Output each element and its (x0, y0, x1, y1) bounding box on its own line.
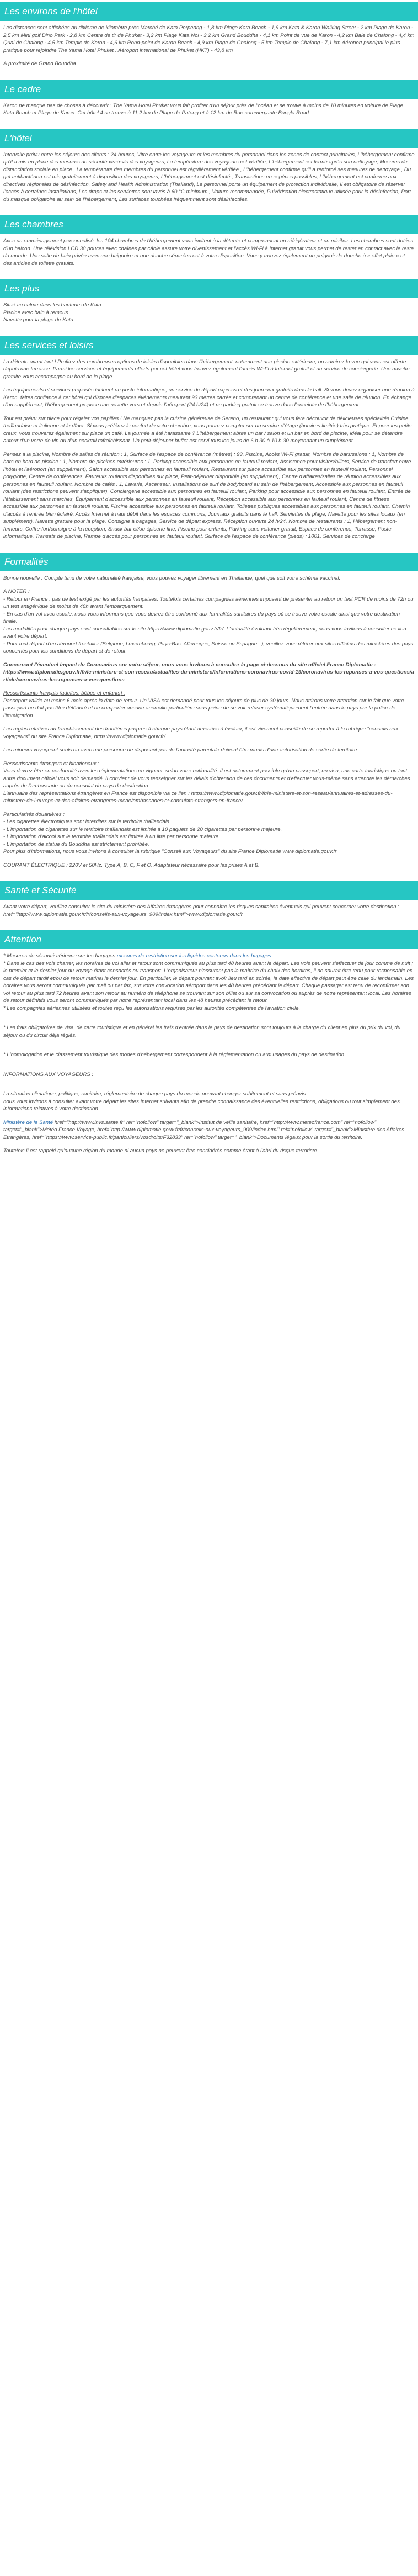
nota-line: Les modalités pour chaque pays sont consultables sur le site https://www.diplomatie.gouv.fr/fr/. L'actualité évoluant très régulièrement, nous vous invitons à consulter ce lien avant votre départ. (3, 626, 406, 639)
section-title-chambres: Les chambres (0, 215, 418, 234)
section-services (0, 336, 418, 547)
section-plus (0, 279, 418, 331)
customs-line: - L'importation de statue du Bouddha est strictement prohibée. (3, 841, 149, 847)
sante-text: Avant votre départ, veuillez consulter le site du ministère des Affaires étrangères pour connaître les risques sanitaires éventuels qui peuvent concerner votre destination : href="http://www.diplomatie.gouv.fr/fr/conseils-aux-voyageurs_909/index.html">www.diplomatie.gouv.fr (3, 904, 399, 918)
chambres-text: Avec un emménagement personnalisé, les 104 chambres de l'hébergement vous invitent à la détente et comprennent un réfrigérateur et un minibar. Les chambres sont dotées d'un balcon. Une télévision LCD 38 pouces avec chaînes par câble assure votre divertissement et l'accès Wi-Fi à Internet gratuit vous permet de rester en contact avec le reste du monde. Une salle de bain privée avec une baignoire et une douche séparées est à votre disposition. Vous y trouvez également un peignoir de douche à « effet pluie » et des articles de toilette gratuits. (3, 238, 414, 267)
formalites-borders: Les règles relatives au franchissement des frontières propres à chaque pays étant amenées à évoluer, il est vivement conseillé de se reporter à la rubrique "conseils aux voyageurs" du site France Diplomatie, https://www.diplomatie.gouv.fr/. (3, 726, 398, 740)
section-title-sante: Santé et Sécurité (0, 881, 418, 900)
formalites-coronavirus (3, 661, 415, 684)
section-cadre (0, 80, 418, 124)
attention-flights (3, 952, 415, 1012)
foreign-heading: Ressortissants étrangers et binationaux : (3, 760, 99, 767)
section-title-environs: Les environs de l'hôtel (0, 2, 418, 21)
coronavirus-link[interactable]: https://www.diplomatie.gouv.fr/fr/le-ministere-et-son-reseau/actualites-du-ministere/informations-coronavirus-covid-19/coronavirus-les-reponses-a-vos-questions/article/coronavirus-les-reponses-a-vos-questions (3, 669, 414, 683)
formalites-customs (3, 811, 415, 856)
section-hotel (0, 129, 418, 210)
formalites-french (3, 690, 415, 719)
health-ministry-link[interactable]: Ministère de la Santé (3, 1119, 53, 1126)
french-heading: Ressortissants français (adultes, bébés et enfants) : (3, 690, 125, 696)
section-title-services: Les services et loisirs (0, 336, 418, 355)
customs-line: - Les cigarettes électroniques sont interdites sur le territoire thaïlandais (3, 819, 169, 825)
section-title-attention: Attention (0, 930, 418, 949)
services-leisure: La détente avant tout ! Profitez des nombreuses options de loisirs disponibles dans l'hébergement, notamment une piscine extérieure, ou admirez la vue qui vous est offerte depuis une terrasse. Parmi les services et équipements offerts par cet hôtel vous trouvez également l'accès Wi-Fi à Internet gratuit et un service de conciergerie. Une navette gratuite vous accompagne au bord de la plage. (3, 358, 410, 380)
official-links-text: href="http://www.invs.sante.fr" rel="nofollow" target="_blank">Institut de veille sanitaire, href="http://www.meteofrance.com" rel="nofollow" target="_blank">Météo France Voyage, href="http://www.diplomatie.gouv.fr/fr/conseils-aux-voyageurs_909/index.html" rel="nofollow" target="_blank">Ministère des Affaires Étrangères, href="https://www.service-public.fr/particuliers/vosdroits/F32833" rel="nofollow" target="_blank">Documents légaux pour la sortie du territoire. (3, 1119, 405, 1141)
nota-line: - En cas d'un vol avec escale, nous vous informons que vous devrez être conformé aux formalités sanitaires du pays où se trouve votre escale ainsi que votre destination finale. (3, 611, 400, 624)
attention-links (3, 1119, 415, 1142)
liquids-restriction-link[interactable]: mesures de restriction sur les liquides contenus dans les bagages (116, 953, 271, 959)
attention-fees: * Les frais obligatoires de visa, de carte touristique et en général les frais d'entrée dans le pays de destination sont toujours à la charge du client en plus du prix du vol, du séjour ou du circuit déjà réglés. (3, 1025, 401, 1038)
formalites-nota (3, 588, 415, 655)
customs-line: Pour plus d'informations, nous vous invitons à consulter la rubrique "Conseil aux Voyageurs" du site France Diplomatie www.diplomatie.gouv.fr (3, 849, 337, 855)
coronavirus-text: Concernant l'éventuel impact du Coronavirus sur votre séjour, nous vous invitons à consulter la page ci-dessous du site officiel France Diplomatie : (3, 661, 376, 668)
security-suffix: . (271, 953, 273, 959)
customs-line: - L'importation d'alcool sur le territoire thaïlandais est limitée à un litre par personne majeure. (3, 834, 220, 840)
charter-text: * Dans le cas des vols charter, les horaires de vol aller et retour sont communiqués au plus tard 48 heures avant le départ. Les vols peuvent s'effectuer de jour comme de nuit ; le premier et le dernier jour du voyage étant consacrés au transport. L'organisateur n'assurant pas la maîtrise du choix des horaires, il ne saurait être tenu pour responsable en cas de départ tardif et/ou de retour matinal le dernier jour. En particulier, le départ pouvant avoir lieu tard en soirée, la date effective de départ peut être celle du lendemain. Les horaires vous seront communiqués par mail ou par fax, sur votre convocation aéroport dans les 48 heures précédant le départ. Chaque passager est tenu de reconfirmer son vol retour au plus tard 72 heures avant son retour au numéro de téléphone se trouvant sur son billet ou sur sa convocation ou auprès de notre représentant local. Les horaires de retour définitifs vous seront communiqués par notre représentant local dans les 48 heures précédant le retour. (3, 960, 414, 1004)
cadre-text: Karon ne manque pas de choses à découvrir : The Yama Hotel Phuket vous fait profiter d'un séjour près de l'océan et se trouve à moins de 10 minutes en voiture de Plage Kata Beach et Plage de Karon. Cet hôtel 4 se trouve à 11,2 km de Plage de Patong et à 12 km de Rue commerçante Bangla Road. (3, 102, 403, 116)
formalites-current: COURANT ÉLECTRIQUE : 220V et 50Hz. Type A, B, C, F et O. Adaptateur nécessaire pour les prises A et B. (3, 862, 260, 868)
nota-line: - Retour en France : pas de test exigé par les autorités françaises. Toutefois certaines compagnies aériennes imposent de présenter au retour un test PCR de moins de 72h ou un test antigénique de moins de 48h avant l'embarquement. (3, 596, 414, 609)
section-title-formalites: Formalités (0, 553, 418, 571)
section-title-plus: Les plus (0, 279, 418, 298)
section-sante (0, 881, 418, 925)
foreign-text: Vous devrez être en conformité avec les réglementations en vigueur, selon votre nationalité. Il est notamment possible qu'un passeport, un visa, une carte touristique ou tout autre document officiel vous soit demandé. Il convient de vous renseigner sur les délais d'obtention de ces documents et d'effectuer vous-même sans attendre les démarches auprès de l'ambassade ou du consulat du pays de destination. L'annuaire des représentations étrangères en France est disponible via ce lien : https://www.diplomatie.gouv.fr/fr/le-ministere-et-son-reseau/annuaires-et-adresses-du-ministere-de-l-europe-et-des-affaires-etrangeres-meae/ambassades-et-consulats-etrangers-en-france/ (3, 768, 410, 804)
customs-heading: Particularités douanières : (3, 811, 65, 818)
section-title-hotel: L'hôtel (0, 129, 418, 148)
security-prefix: * Mesures de sécurité aérienne sur les bagages (3, 953, 117, 959)
section-attention (0, 930, 418, 1162)
services-amenities: Pensez à la piscine, Nombre de salles de réunion : 1, Surface de l'espace de conférence (mètres) : 93, Piscine, Accès Wi-Fi gratuit, Nombre de bars/salons : 1, Nombre de bars en bord de piscine : 1, Nombre de piscines extérieures : 1, Parking accessible aux personnes en fauteuil roulant, Assistance pour visites/billets, Service de transfert entre l'hôtel et l'aéroport (en supplément), Salon accessible aux personnes en fauteuil roulant, Restaurant sur place accessible aux personnes en fauteuil roulant, Personnel polyglotte, Centre de conférences, Fauteuils roulants disponibles sur place, Petit-déjeuner disponible (en supplément), Centre d'affaires/salles de réunion accessibles aux personnes en fauteuil roulant, Nombre de cafés : 1, Lavarie, Ascenseur, Installations de surf de bodyboard au sein de l'hébergement, Accessible aux personnes en fauteuil roulant (des restrictions peuvent s'appliquer), Conciergerie accessible aux personnes en fauteuil roulant, Parking pour accessible aux personnes en fauteuil roulant, Entrée de l'établissement sans marches, Équipement d'accessible aux personnes en fauteuil roulant, Réception accessible aux personnes en fauteuil roulant, Centre de fitness accessible aux personnes en fauteuil roulant, Piscine accessible aux personnes en fauteuil roulant, Toilettes publiques accessibles aux personnes en fauteuil roulant, Chemin d'accès à l'entrée bien éclairé, Accès Internet à haut débit dans les espaces communs, Journaux gratuits dans le hall, Serviettes de plage, Navette pour les sites locaux (en supplément), Navette gratuite pour la plage, Consigne à bagages, Service de départ express, Réception ouverte 24 h/24, Nombre de restaurants : 1, Hébergement non-fumeurs, Coffre-fort/consigne à la réception, Snack bar et/ou épicerie fine, Piscine pour enfants, Parking sans voiturier gratuit, Espace de conférence, Terrasse, Poste informatique, Transats de piscine, Rampe d'accès pour personnes en fauteuil roulant, Surface de l'espace de conférence (pieds) : 1001, Services de concierge (3, 451, 411, 539)
formalites-intro: Bonne nouvelle : Compte tenu de votre nationalité française, vous pouvez voyager librement en Thaïlande, quel que soit votre schéma vaccinal. (3, 575, 341, 581)
hotel-text: Intervalle prévu entre les séjours des clients : 24 heures, Vitre entre les voyageurs et les membres du personnel dans les zones de contact principales, L'hébergement confirme qu'il a mis en place des mesures de sécurité vis-à-vis des voyageurs, La température des voyageurs est vérifiée, L'hébergement est fermé après son nettoyage, Mesures de distanciation sociale en place., La température des membres du personnel est régulièrement vérifiée., L'hébergement confirme qu'il a renforcé ses mesures de nettoyage., Du gel antibactérien est mis gratuitement à disposition des voyageurs, L'hébergement est désinfecté., Transactions en espèces possibles, L'hébergement est conforme aux directives régionales de désinfection. Safety and Health Administration (Thailand), Le personnel porte un équipement de protection individuelle, Il est obligatoire de réserver l'accès à certaines installations, Les draps et les serviettes sont lavés à 60 °C minimum., Voiture recommandée, Pulvérisation électrostatique utilisée pour la désinfection, Port du masque obligatoire au sein de l'hébergement, Les surfaces touchées fréquemment sont désinfectées. (3, 151, 415, 203)
section-title-cadre: Le cadre (0, 80, 418, 99)
attention-terrorism: Toutefois il est rappelé qu'aucune région du monde ni aucun pays ne peuvent être considérés comme étant à l'abri du risque terroriste. (3, 1148, 319, 1154)
section-environs (0, 2, 418, 75)
plus-item: Piscine avec bain à remous (3, 309, 68, 316)
formalites-foreign (3, 760, 415, 805)
services-equipment: Les équipements et services proposés incluent un poste informatique, un service de départ express et des journaux gratuits dans le hall. Si vous devez organiser une réunion à Karon, faites confiance à cet hôtel qui dispose d'espaces événements mesurant 93 mètres carrés et comprenant un centre de conférence et une salle de réunion. En échange d'un supplément, l'hébergement propose une navette vers et depuis l'aéroport (24 h/24) et un parking gratuit se trouve dans l'enceinte de l'hébergement. (3, 387, 415, 408)
nota-heading: A NOTER : (3, 589, 30, 595)
attention-situation: La situation climatique, politique, sanitaire, réglementaire de chaque pays du monde pouvant changer subitement et sans préavis nous vous invitons à consulter avant votre départ les sites Internet suivants afin de prendre connaissance des éventuelles restrictions, obligations ou tout simplement des informations relatives à votre destination. (3, 1091, 400, 1112)
attention-info-heading: INFORMATIONS AUX VOYAGEURS : (3, 1071, 94, 1078)
environs-distances: Les distances sont affichées au dixième de kilomètre près Marché de Kata Porpeang - 1,8 km Plage Kata Beach - 1,9 km Kata & Karon Walking Street - 2 km Plage de Karon - 2,5 km Mini golf Dino Park - 2,8 km Centre de tir de Phuket - 3,2 km Plage Kata Noi - 3,2 km Grand Bouddha - 4,1 km Point de vue de Karon - 4,2 km Baie de Chalong - 4,4 km Quai de Chalong - 4,5 km Temple de Karon - 4,6 km Rond-point de Karon Beach - 4,9 km Plage de Chalong - 5 km Temple de Chalong - 7,1 km Aéroport principal le plus pratique pour rejoindre The Yama Hotel Phuket : Aéroport international de Phuket (HKT) - 43,8 km (3, 25, 415, 54)
nota-line: - Pour tout départ d'un aéroport frontalier (Belgique, Luxembourg, Pays-Bas, Allemagne, Suisse ou Espagne...), veuillez vous référer aux sites officiels des ministères des pays concernés pour les conditions de départ et de retour. (3, 640, 414, 654)
airlines-text: * Les compagnies aériennes utilisées et toutes reçu les autorisations requises par les autorités compétentes de l'aviation civile. (3, 1005, 301, 1011)
customs-line: - L'importation de cigarettes sur le territoire thaïlandais est limitée à 10 paquets de 20 cigarettes par personne majeure. (3, 826, 282, 833)
french-passport: Passeport valide au moins 6 mois après la date de retour. Un VISA est demandé pour tous les séjours de plus de 30 jours. Nous attirons votre attention sur le fait que votre passeport ne doit pas être détérioré et ne comporter aucune anomalie particulière sous peine de se voir refuser systématiquement l'entrée dans le pays par la police de l'immigration. (3, 697, 404, 719)
section-formalites (0, 553, 418, 876)
services-dining: Tout est prévu sur place pour régaler vos papilles ! Ne manquez pas la cuisine généreuse de Sereno, un restaurant qui vous fera découvrir de délicieuses spécialités Cuisine thaïlandaise et italienne et le dîner. Si vous préférez le confort de votre chambre, vous pourrez compter sur un service d'étage (horaires limités) très pratique. Et pour les petits creux, vous trouverez également sur place un café. La journée a été harassante ? L'hébergement abrite un bar / salon et un bar en bord de piscine, idéal pour se détendre autour d'un verre de vin ou d'un cocktail rafraîchissant. Un petit-déjeuner buffet est servi tous les jours de 6 h 30 à 10 h 30 moyennant un supplément. (3, 415, 412, 444)
plus-list (3, 301, 415, 324)
page (0, 2, 418, 1173)
attention-classification: * L'homologation et le classement touristique des modes d'hébergement correspondent à la réglementation ou aux usages du pays de destination. (3, 1052, 346, 1058)
environs-proximity: À proximité de Grand Bouddha (3, 61, 76, 67)
plus-item: Navette pour la plage de Kata (3, 317, 73, 323)
section-chambres (0, 215, 418, 274)
formalites-minors: Les mineurs voyageant seuls ou avec une personne ne disposant pas de l'autorité parentale doivent être munis d'une autorisation de sortie de territoire. (3, 747, 359, 753)
plus-item: Situé au calme dans les hauteurs de Kata (3, 302, 101, 308)
